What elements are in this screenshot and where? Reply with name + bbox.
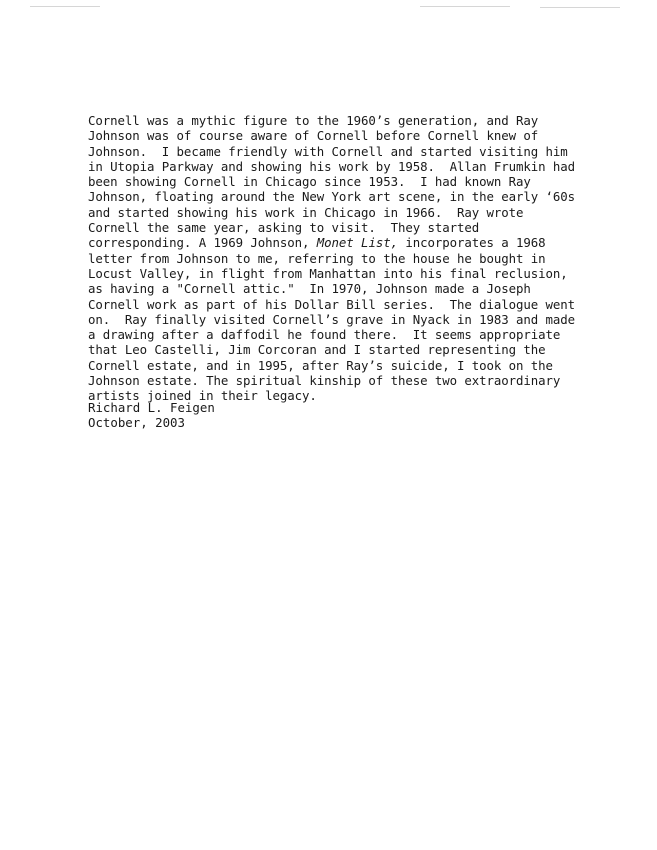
letter-line: Johnson was of course aware of Cornell before Cornell knew of bbox=[88, 128, 539, 144]
signature-date: October, 2003 bbox=[88, 415, 185, 431]
letter-line: letter from Johnson to me, referring to the house he bought in bbox=[88, 250, 546, 266]
letter-body bbox=[88, 113, 608, 404]
letter-line-end: incorporates a 1968 bbox=[397, 235, 546, 251]
letter-line: a drawing after a daffodil he found there. It seems appropriate bbox=[88, 327, 561, 343]
letter-line: Johnson estate. The spiritual kinship of these two extraordinary bbox=[88, 373, 561, 389]
scan-artifact bbox=[540, 7, 620, 8]
letter-line: been showing Cornell in Chicago since 1953. I had known Ray bbox=[88, 174, 531, 190]
scan-artifact bbox=[30, 6, 100, 7]
letter-line: on. Ray finally visited Cornell’s grave in Nyack in 1983 and made bbox=[88, 311, 576, 327]
letter-line: Johnson. I became friendly with Cornell and started visiting him bbox=[88, 143, 568, 159]
letter-line: in Utopia Parkway and showing his work by 1958. Allan Frumkin had bbox=[88, 158, 576, 174]
letter-line: Cornell the same year, asking to visit. They started bbox=[88, 220, 480, 236]
letter-line: Cornell work as part of his Dollar Bill series. The dialogue went bbox=[88, 296, 576, 312]
letter-line: Cornell estate, and in 1995, after Ray’s suicide, I took on the bbox=[88, 357, 553, 373]
letter-line: Locust Valley, in flight from Manhattan into his final reclusion, bbox=[88, 265, 568, 281]
letter-line: Johnson, floating around the New York art scene, in the early ‘60s bbox=[88, 189, 576, 205]
letter-line bbox=[88, 235, 608, 250]
signature-name: Richard L. Feigen bbox=[88, 400, 215, 415]
letter-line: that Leo Castelli, Jim Corcoran and I started representing the bbox=[88, 342, 546, 358]
letter-line: as having a "Cornell attic." In 1970, Johnson made a Joseph bbox=[88, 281, 531, 297]
letter-line-start: corresponding. A 1969 Johnson, bbox=[88, 235, 317, 251]
letter-line: artists joined in their legacy. bbox=[88, 388, 317, 404]
artwork-title: Monet List, bbox=[316, 235, 398, 251]
scan-artifact bbox=[420, 6, 510, 7]
signature-block bbox=[88, 400, 215, 431]
letter-line: Cornell was a mythic figure to the 1960’s generation, and Ray bbox=[88, 113, 539, 128]
letter-line: and started showing his work in Chicago in 1966. Ray wrote bbox=[88, 204, 524, 220]
